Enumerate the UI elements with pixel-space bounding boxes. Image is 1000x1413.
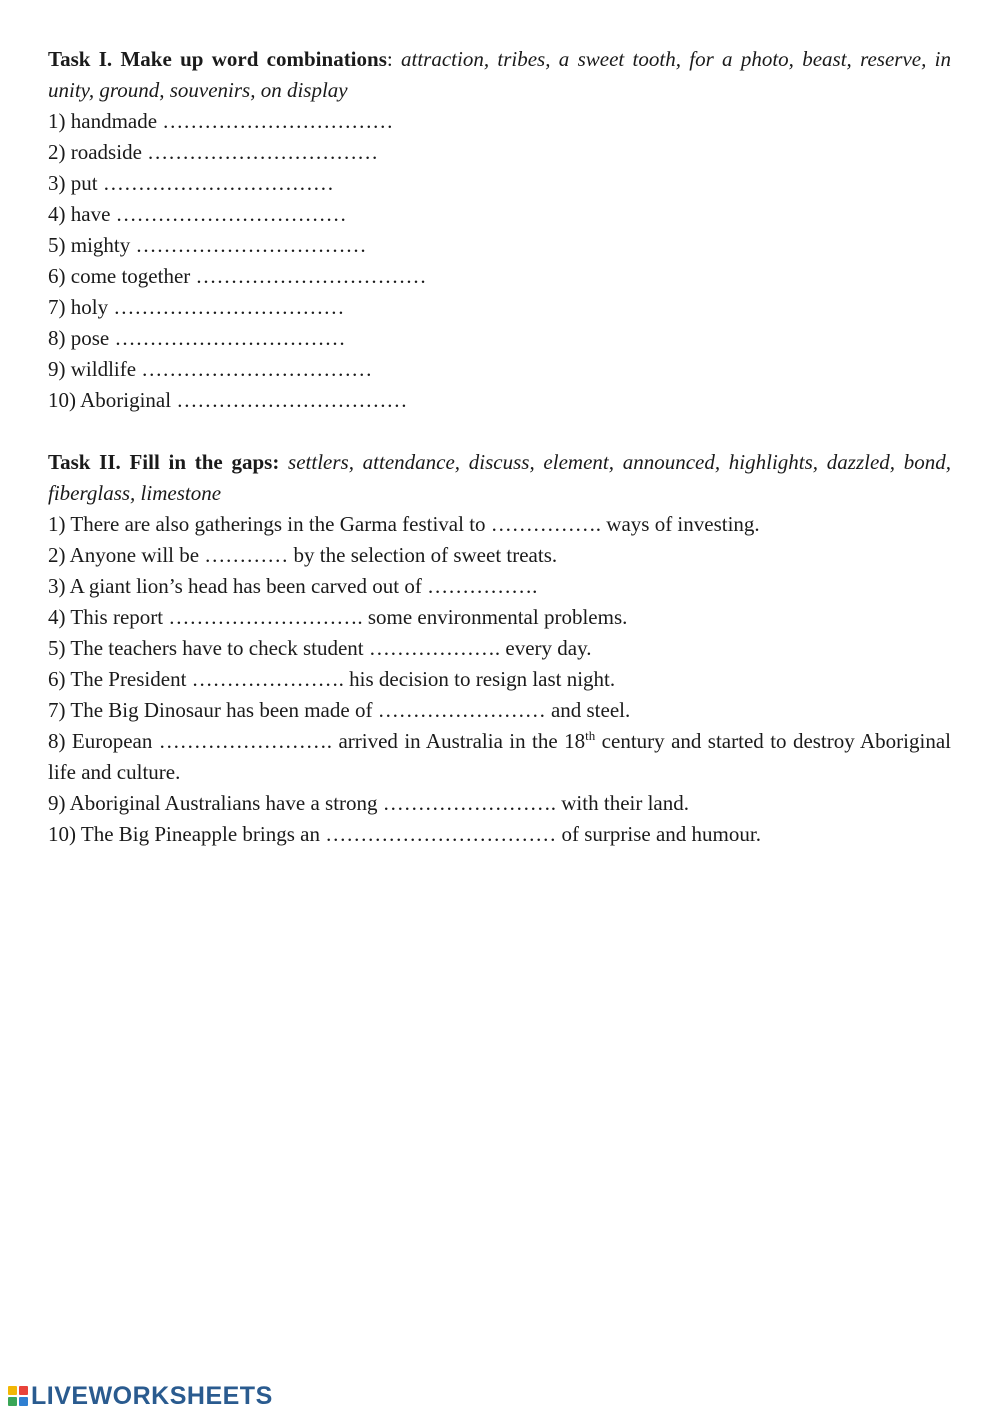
task2-heading	[48, 447, 951, 509]
logo-block	[19, 1397, 28, 1406]
task1-item-3: 3) put ……………………………	[48, 171, 334, 195]
task1-item-1: 1) handmade ……………………………	[48, 109, 394, 133]
task1-title: Task I. Make up word combinations	[48, 47, 387, 71]
logo-blocks-icon	[8, 1386, 28, 1406]
task2-item-8-after: century and started to destroy Aboriginal life and culture.	[48, 729, 952, 784]
task2-item-3: 3) A giant lion’s head has been carved out of …………….	[48, 574, 538, 598]
task2-item-7: 7) The Big Dinosaur has been made of …………………… and steel.	[48, 698, 631, 722]
task1-item-4: 4) have ……………………………	[48, 202, 347, 226]
logo-block	[8, 1397, 17, 1406]
task1-item-5: 5) mighty ……………………………	[48, 233, 367, 257]
task2-item-10: 10) The Big Pineapple brings an …………………………… of surprise and humour.	[48, 822, 761, 846]
task1-item-9: 9) wildlife ……………………………	[48, 357, 373, 381]
task1-heading	[48, 44, 951, 106]
task1-item-10: 10) Aboriginal ……………………………	[48, 388, 408, 412]
logo-block	[8, 1386, 17, 1395]
task1-item-8: 8) pose ……………………………	[48, 326, 346, 350]
task2-item-6: 6) The President …………………. his decision to resign last night.	[48, 667, 616, 691]
task2-item-4: 4) This report ………………………. some environmental problems.	[48, 605, 628, 629]
task2-item-8-before: 8) European ……………………. arrived in Australia in the 18	[48, 729, 586, 753]
task2-item-9: 9) Aboriginal Australians have a strong ……………………. with their land.	[48, 791, 689, 815]
task1-separator: :	[386, 47, 402, 71]
task1-word-bank: attraction, tribes, a sweet tooth, for a photo, beast, reserve, in unity, ground, souvenirs, on display	[48, 47, 951, 102]
section-spacer	[48, 416, 951, 447]
task2-item-2: 2) Anyone will be ………… by the selection of sweet treats.	[48, 543, 558, 567]
task2-item-8-sup: th	[585, 728, 596, 743]
logo-text: LIVEWORKSHEETS	[31, 1381, 273, 1410]
worksheet	[48, 44, 951, 850]
task2-item-5: 5) The teachers have to check student ………………. every day.	[48, 636, 592, 660]
task1-item-6: 6) come together ……………………………	[48, 264, 427, 288]
task2-item-1: 1) There are also gatherings in the Garma festival to ……………. ways of investing.	[48, 512, 760, 536]
task2-word-bank: settlers, attendance, discuss, element, announced, highlights, dazzled, bond, fiberglass, limestone	[48, 450, 952, 505]
task2-item-8	[48, 726, 951, 788]
task1-item-7: 7) holy ……………………………	[48, 295, 345, 319]
liveworksheets-logo	[8, 1380, 273, 1412]
logo-block	[19, 1386, 28, 1395]
task1-item-2: 2) roadside ……………………………	[48, 140, 379, 164]
task2-title: Task II. Fill in the gaps:	[48, 450, 280, 474]
